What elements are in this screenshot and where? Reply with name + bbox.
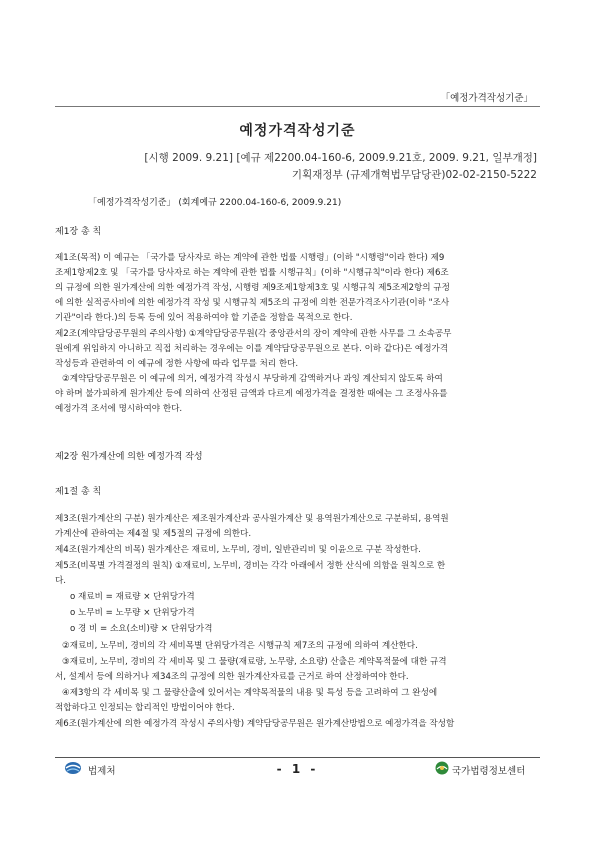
text-line: 의 규정에 의한 원가계산에 의한 예정가격 작성, 시행령 제9조제1항제3호 및 시행규칙 제5조제2항의 규정 xyxy=(55,283,450,293)
text-line: 제5조(비목별 가격결정의 원칙) ①재료비, 노무비, 경비는 각각 아래에서 정한 산식에 의함을 원칙으로 한 xyxy=(55,561,446,571)
law-center-logo-icon xyxy=(435,761,449,775)
section-heading: 제1절 총 칙 xyxy=(55,487,102,497)
text-line: 제1조(목적) 이 예규는 「국가를 당사자로 하는 계약에 관한 법률 시행령」(이하 "시행령"이라 한다) 제9 xyxy=(55,253,445,263)
header-divider xyxy=(55,106,540,107)
document-label: 「예정가격작성기준」 (회계예규 2200.04-160-6, 2009.9.21) xyxy=(88,198,342,208)
text-line: 제3조(원가계산의 구분) 원가계산은 제조원가계산과 공사원가계산 및 용역원가계산으로 구분하되, 용역원 xyxy=(55,514,449,524)
text-line: 작성등과 관련하여 이 예규에 정한 사항에 따라 업무를 처리 한다. xyxy=(55,359,299,369)
footer-left-label: 법제처 xyxy=(88,766,116,777)
chapter-heading: 제1장 총 칙 xyxy=(55,227,102,237)
text-line: ②계약담당공무원은 이 예규에 의거, 예정가격 작성시 부당하게 감액하거나 과잉 계산되지 않도록 하여 xyxy=(62,374,443,384)
text-line: 원에게 위임하지 아니하고 직접 처리하는 경우에는 이를 계약담당공무원으로 본다. 이하 같다)은 예정가격 xyxy=(55,344,449,354)
formula-line: o 경 비 = 소요(소비)량 × 단위당가격 xyxy=(70,624,213,634)
text-line: ④제3항의 각 세비목 및 그 물량산출에 있어서는 계약목적물의 내용 및 특성 등을 고려하여 그 완성에 xyxy=(62,688,438,698)
text-line: 적합하다고 인정되는 합리적인 방법이어야 한다. xyxy=(55,703,235,713)
text-line: 제2조(계약담당공무원의 주의사항) ①계약담당공무원(각 중앙관서의 장이 계약에 관한 사무를 그 소속공무 xyxy=(55,329,452,339)
formula-line: o 재료비 = 재료량 × 단위당가격 xyxy=(70,592,195,602)
text-line: 에 의한 실적공사비에 의한 예정가격 작성 및 시행규칙 제5조의 규정에 의한 전문가격조사기관(이하 "조사 xyxy=(55,298,450,308)
chapter-heading: 제2장 원가계산에 의한 예정가격 작성 xyxy=(55,452,203,462)
text-line: ②재료비, 노무비, 경비의 각 세비목별 단위당가격은 시행규칙 제7조의 규정에 의하여 계산한다. xyxy=(62,641,418,651)
text-line: 예정가격 조서에 명시하여야 한다. xyxy=(55,404,183,414)
footer-divider xyxy=(55,757,540,758)
header-tag: 「예정가격작성기준」 xyxy=(441,90,533,107)
text-line: 기관"이라 한다.)의 등록 등에 있어 적용하여야 할 기준을 정함을 목적으로 한다. xyxy=(55,313,353,323)
formula-line: o 노무비 = 노무량 × 단위당가격 xyxy=(70,608,195,618)
enforcement-info: [시행 2009. 9.21] [예규 제2200.04-160-6, 2009.9.21호, 2009. 9.21, 일부개정] xyxy=(144,152,537,164)
text-line: 다. xyxy=(55,576,67,586)
text-line: 제4조(원가계산의 비목) 원가계산은 재료비, 노무비, 경비, 일반관리비 및 이윤으로 구분 작성한다. xyxy=(55,545,421,555)
footer-right-label: 국가법령정보센터 xyxy=(452,766,526,777)
page-title: 예정가격작성기준 xyxy=(239,123,356,139)
text-line: 제6조(원가계산에 의한 예정가격 작성시 주의사항) 계약담당공무원은 원가계산방법으로 예정가격을 작성함 xyxy=(55,719,455,729)
text-line: ③재료비, 노무비, 경비의 각 세비목 및 그 물량(재료량, 노무량, 소요량) 산출은 계약목적물에 대한 규격 xyxy=(62,657,447,667)
text-line: 조제1항제2호 및 「국가를 당사자로 하는 계약에 관한 법률 시행규칙」(이하 "시행규칙"이라 한다) 제6조 xyxy=(55,268,449,278)
text-line: 서, 설계서 등에 의하거나 제34조의 규정에 의한 원가계산자료를 근거로 하여 산정하여야 한다. xyxy=(55,672,409,682)
text-line: 가계산에 관하여는 제4절 및 제5절의 규정에 의한다. xyxy=(55,529,252,539)
ministry-contact: 기획재정부 (규제개혁법무담당관)02-02-2150-5222 xyxy=(291,169,537,181)
text-line: 야 하며 불가피하게 원가계산 등에 의하여 산정된 금액과 다르게 예정가격을 결정한 때에는 그 조정사유를 xyxy=(55,389,448,399)
page-number: - 1 - xyxy=(276,762,319,776)
